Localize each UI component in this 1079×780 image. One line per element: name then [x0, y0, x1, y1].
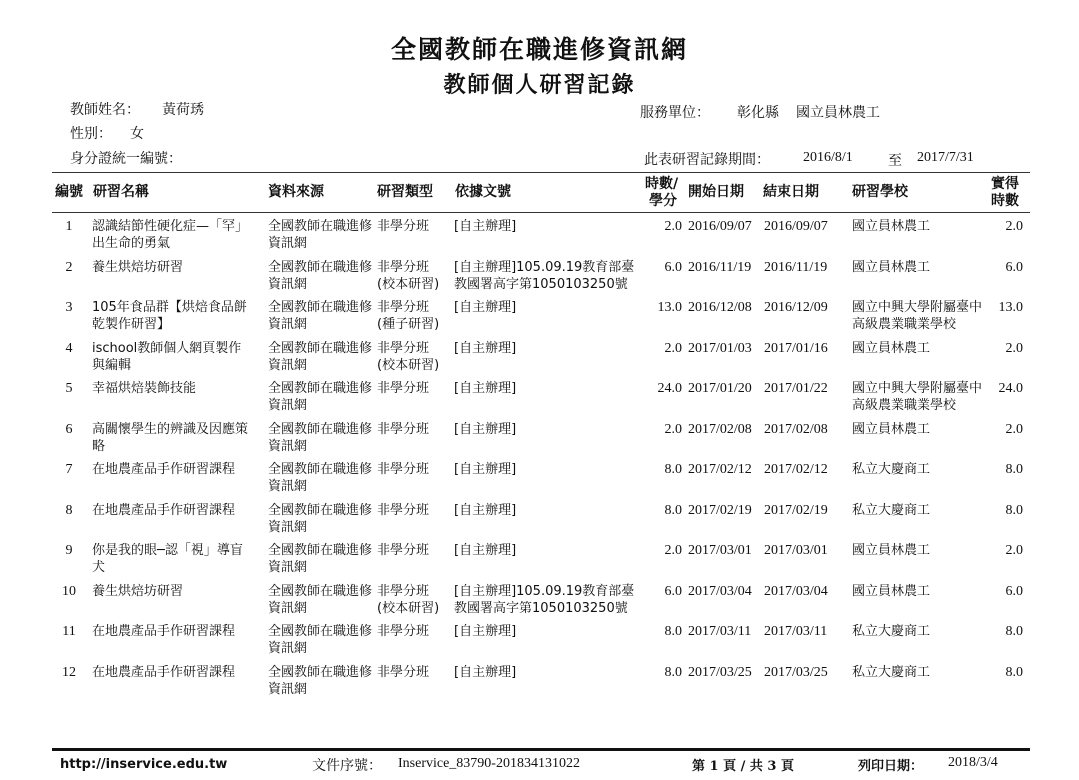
hours: 2.0 [664, 421, 682, 437]
host-school: 私立大慶商工 [852, 624, 931, 639]
header-hours-2: 學分 [649, 193, 677, 209]
row-number: 6 [65, 421, 73, 437]
row-number: 10 [62, 583, 76, 599]
header-start: 開始日期 [688, 184, 744, 200]
hours: 6.0 [664, 259, 682, 275]
end-date: 2017/02/19 [764, 502, 828, 518]
data-source: 全國教師在職進修資訊網 [268, 219, 373, 251]
end-date: 2017/02/08 [764, 421, 828, 437]
host-school: 國立員林農工 [852, 583, 931, 599]
start-date: 2017/03/01 [688, 543, 752, 558]
table-row [52, 254, 1030, 295]
course-type-main: 非學分班 [377, 381, 430, 396]
basis-doc: [自主辦理] [454, 502, 517, 518]
unit-label: 服務單位： [640, 105, 710, 121]
end-date: 2017/01/16 [764, 340, 828, 356]
data-source: 全國教師在職進修資訊網 [268, 381, 373, 413]
course-type-sub: (校本研習) [377, 357, 440, 373]
course-type [377, 421, 451, 438]
end-date: 2017/03/04 [764, 583, 828, 599]
teacher-name-label: 教師姓名： [70, 102, 140, 118]
data-source: 全國教師在職進修資訊網 [268, 583, 373, 616]
header-hours-1: 時數/ [645, 176, 679, 192]
gender-value: 女 [130, 126, 144, 142]
row-number: 7 [65, 462, 73, 477]
course-name: 在地農產品手作研習課程 [92, 502, 236, 518]
hours: 24.0 [657, 381, 682, 396]
doc-number: Inservice_83790-201834131022 [398, 756, 580, 771]
start-date: 2017/01/20 [688, 381, 752, 396]
table-top-rule [52, 172, 1030, 173]
start-date: 2016/12/08 [688, 300, 752, 315]
course-type [377, 461, 451, 478]
row-number: 11 [62, 624, 76, 639]
table-row [52, 335, 1030, 376]
end-date: 2016/12/09 [764, 300, 828, 315]
course-type [377, 542, 451, 559]
end-date: 2017/03/11 [764, 624, 828, 639]
course-name: 你是我的眼─認「視」導盲犬 [92, 543, 243, 575]
course-name: 在地農產品手作研習課程 [92, 462, 236, 477]
course-type [377, 664, 451, 681]
host-school: 私立大慶商工 [852, 502, 931, 518]
end-date: 2017/02/12 [764, 462, 828, 477]
course-type [377, 218, 451, 235]
hours: 8.0 [664, 462, 682, 477]
course-type [377, 340, 451, 374]
course-type [377, 502, 451, 519]
header-end: 結束日期 [763, 184, 819, 200]
course-type [377, 583, 451, 617]
start-date: 2016/11/19 [688, 259, 752, 275]
course-name: 105年食品群【烘焙食品餅乾製作研習】 [92, 300, 247, 332]
header-actual-1: 實得 [991, 176, 1019, 192]
table-row [52, 294, 1030, 335]
print-date: 2018/3/4 [948, 755, 998, 770]
actual-hours: 8.0 [1005, 664, 1023, 680]
basis-doc: [自主辦理] [454, 300, 517, 315]
table-body [52, 213, 1030, 699]
host-school: 私立大慶商工 [852, 462, 931, 477]
basis-doc: [自主辦理]105.09.19教育部臺教國署高字第1050103250號 [454, 259, 635, 292]
actual-hours: 13.0 [998, 300, 1023, 315]
course-name: 認識結節性硬化症—「罕」出生命的勇氣 [92, 219, 249, 251]
period-label: 此表研習記錄期間： [644, 152, 770, 168]
actual-hours: 8.0 [1005, 624, 1023, 639]
host-school: 國立中興大學附屬臺中高級農業職業學校 [852, 381, 983, 413]
actual-hours: 6.0 [1005, 583, 1023, 599]
actual-hours: 6.0 [1005, 259, 1023, 275]
table-row [52, 213, 1030, 254]
course-name: 在地農產品手作研習課程 [92, 624, 236, 639]
end-date: 2017/03/01 [764, 543, 828, 558]
row-number: 8 [65, 502, 73, 518]
footer-url: http://inservice.edu.tw [60, 757, 228, 772]
hours: 2.0 [664, 219, 682, 234]
start-date: 2017/03/04 [688, 583, 752, 599]
hours: 6.0 [664, 583, 682, 599]
data-source: 全國教師在職進修資訊網 [268, 300, 373, 332]
page-info: 第 1 頁 / 共 3 頁 [692, 759, 794, 774]
header-school: 研習學校 [852, 184, 908, 200]
course-type-main: 非學分班 [377, 502, 430, 518]
basis-doc: [自主辦理] [454, 340, 517, 356]
end-date: 2016/09/07 [764, 219, 828, 234]
end-date: 2017/01/22 [764, 381, 828, 396]
table-row [52, 618, 1030, 659]
page-subtitle: 教師個人研習記錄 [443, 72, 636, 98]
row-number: 9 [65, 543, 73, 558]
header-basis: 依據文號 [455, 184, 511, 200]
course-type-sub: (校本研習) [377, 600, 440, 616]
id-label: 身分證統一編號： [70, 151, 182, 167]
actual-hours: 2.0 [1005, 219, 1023, 234]
data-source: 全國教師在職進修資訊網 [268, 421, 373, 454]
course-type-main: 非學分班 [377, 300, 430, 315]
course-type [377, 623, 451, 640]
table-row [52, 659, 1030, 700]
data-source: 全國教師在職進修資訊網 [268, 543, 373, 575]
hours: 13.0 [657, 300, 682, 315]
table-row [52, 578, 1030, 619]
row-number: 1 [65, 219, 73, 234]
hours: 8.0 [664, 664, 682, 680]
gender-label: 性別： [70, 126, 112, 142]
hours: 8.0 [664, 502, 682, 518]
data-source: 全國教師在職進修資訊網 [268, 462, 373, 494]
period-start: 2016/8/1 [803, 150, 853, 165]
start-date: 2017/02/19 [688, 502, 752, 518]
course-type-main: 非學分班 [377, 664, 430, 680]
end-date: 2016/11/19 [764, 259, 828, 275]
actual-hours: 2.0 [1005, 421, 1023, 437]
basis-doc: [自主辦理] [454, 381, 517, 396]
course-type-main: 非學分班 [377, 259, 430, 275]
unit-county: 彰化縣 [737, 105, 779, 121]
header-type: 研習類型 [377, 184, 433, 200]
basis-doc: [自主辦理]105.09.19教育部臺教國署高字第1050103250號 [454, 583, 635, 616]
host-school: 國立員林農工 [852, 259, 931, 275]
doc-label: 文件序號： [312, 758, 382, 774]
start-date: 2017/01/03 [688, 340, 752, 356]
table-row [52, 497, 1030, 538]
actual-hours: 24.0 [998, 381, 1023, 396]
actual-hours: 8.0 [1005, 502, 1023, 518]
course-type [377, 259, 451, 293]
period-end: 2017/7/31 [917, 150, 974, 165]
data-source: 全國教師在職進修資訊網 [268, 340, 373, 373]
start-date: 2016/09/07 [688, 219, 752, 234]
course-name: 養生烘焙坊研習 [92, 583, 184, 599]
start-date: 2017/03/25 [688, 664, 752, 680]
course-type-main: 非學分班 [377, 462, 430, 477]
data-source: 全國教師在職進修資訊網 [268, 664, 373, 697]
print-date-label: 列印日期： [858, 759, 924, 774]
unit-school: 國立員林農工 [796, 105, 880, 121]
header-no: 編號 [55, 184, 83, 200]
course-type-main: 非學分班 [377, 583, 430, 599]
footer-rule [52, 748, 1030, 751]
table-row [52, 416, 1030, 457]
course-type-main: 非學分班 [377, 624, 430, 639]
table-row [52, 456, 1030, 497]
actual-hours: 2.0 [1005, 340, 1023, 356]
course-type-main: 非學分班 [377, 219, 430, 234]
basis-doc: [自主辦理] [454, 462, 517, 477]
course-type-sub: (校本研習) [377, 276, 440, 292]
actual-hours: 8.0 [1005, 462, 1023, 477]
teacher-name: 黃荷琇 [162, 102, 204, 118]
start-date: 2017/03/11 [688, 624, 752, 639]
course-type-sub: (種子研習) [377, 317, 440, 332]
start-date: 2017/02/12 [688, 462, 752, 477]
basis-doc: [自主辦理] [454, 219, 517, 234]
row-number: 3 [65, 300, 73, 315]
period-to: 至 [888, 153, 902, 169]
table-row [52, 375, 1030, 416]
course-name: 幸福烘焙裝飾技能 [92, 381, 197, 396]
host-school: 國立中興大學附屬臺中高級農業職業學校 [852, 300, 983, 332]
host-school: 國立員林農工 [852, 340, 931, 356]
hours: 2.0 [664, 543, 682, 558]
row-number: 4 [65, 340, 73, 356]
course-name: ischool教師個人網頁製作與編輯 [92, 340, 242, 373]
course-type [377, 380, 451, 397]
course-type-main: 非學分班 [377, 421, 430, 437]
course-type-main: 非學分班 [377, 340, 430, 356]
host-school: 國立員林農工 [852, 421, 931, 437]
data-source: 全國教師在職進修資訊網 [268, 502, 373, 535]
host-school: 國立員林農工 [852, 543, 931, 558]
data-source: 全國教師在職進修資訊網 [268, 259, 373, 292]
course-name: 養生烘焙坊研習 [92, 259, 184, 275]
table-row [52, 537, 1030, 578]
actual-hours: 2.0 [1005, 543, 1023, 558]
course-name: 高關懷學生的辨識及因應策略 [92, 421, 249, 454]
start-date: 2017/02/08 [688, 421, 752, 437]
basis-doc: [自主辦理] [454, 543, 517, 558]
course-name: 在地農產品手作研習課程 [92, 664, 236, 680]
host-school: 國立員林農工 [852, 219, 931, 234]
row-number: 5 [65, 381, 73, 396]
basis-doc: [自主辦理] [454, 421, 517, 437]
host-school: 私立大慶商工 [852, 664, 931, 680]
row-number: 12 [62, 664, 76, 680]
header-name: 研習名稱 [93, 184, 149, 200]
basis-doc: [自主辦理] [454, 624, 517, 639]
course-type [377, 299, 451, 333]
basis-doc: [自主辦理] [454, 664, 517, 680]
header-actual-2: 時數 [991, 193, 1019, 209]
end-date: 2017/03/25 [764, 664, 828, 680]
hours: 2.0 [664, 340, 682, 356]
data-source: 全國教師在職進修資訊網 [268, 624, 373, 656]
header-source: 資料來源 [268, 184, 324, 200]
page-title: 全國教師在職進修資訊網 [390, 35, 688, 64]
hours: 8.0 [664, 624, 682, 639]
row-number: 2 [65, 259, 73, 275]
course-type-main: 非學分班 [377, 543, 430, 558]
